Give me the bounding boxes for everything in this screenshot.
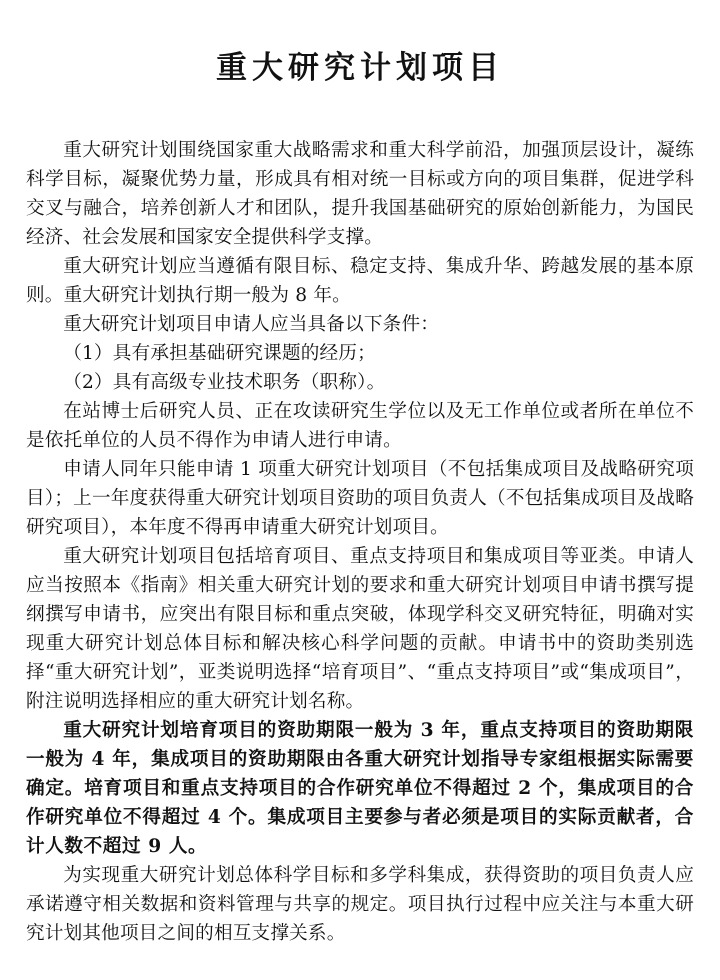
page-title: 重大研究计划项目 bbox=[216, 50, 504, 86]
paragraph-data-sharing: 为实现重大研究计划总体科学目标和多学科集成，获得资助的项目负责人应承诺遵守相关数据和资料管理与共享的规定。项目执行过程中应关注与本重大研究计划其他项目之间的相互支撑关系。 bbox=[26, 865, 694, 944]
paragraph-applicant-conditions: 重大研究计划项目申请人应当具备以下条件： bbox=[63, 314, 440, 335]
paragraph-funding-period: 重大研究计划培育项目的资助期限一般为 3 年，重点支持项目的资助期限一般为 4 年，集成项目的资助期限由各重大研究计划指导专家组根据实际需要确定。培育项目和重点支持项目的合作研究单位不得超过 2 个，集成项目的合作研究单位不得超过 4 个。集成项目主要参与者必须是项目的实际贡献者，合计人数不超过 9 人。 bbox=[26, 720, 694, 857]
paragraph-application-limit: 申请人同年只能申请 1 项重大研究计划项目（不包括集成项目及战略研究项目）；上一年度获得重大研究计划项目资助的项目负责人（不包括集成项目及战略研究项目），本年度不得再申请重大研究计划项目。 bbox=[26, 459, 694, 538]
paragraph-ineligible: 在站博士后研究人员、正在攻读研究生学位以及无工作单位或者所在单位不是依托单位的人员不得作为申请人进行申请。 bbox=[26, 401, 694, 451]
paragraph-overview: 重大研究计划围绕国家重大战略需求和重大科学前沿，加强顶层设计，凝练科学目标，凝聚优势力量，形成具有相对统一目标或方向的项目集群，促进学科交叉与融合，培养创新人才和团队，提升我国基础研究的原始创新能力，为国民经济、社会发展和国家安全提供科学支撑。 bbox=[26, 140, 694, 248]
document-body bbox=[26, 136, 694, 948]
condition-item-1: （1）具有承担基础研究课题的经历； bbox=[63, 343, 376, 364]
paragraph-subcategories: 重大研究计划项目包括培育项目、重点支持项目和集成项目等亚类。申请人应当按照本《指南》相关重大研究计划的要求和重大研究计划项目申请书撰写提纲撰写申请书，应突出有限目标和重点突破，体现学科交叉研究特征，明确对实现重大研究计划总体目标和解决核心科学问题的贡献。申请书中的资助类别选择“重大研究计划”，亚类说明选择“培育项目”、“重点支持项目”或“集成项目”，附注说明选择相应的重大研究计划名称。 bbox=[26, 546, 694, 712]
condition-item-2: （2）具有高级专业技术职务（职称）。 bbox=[63, 372, 386, 393]
paragraph-principles: 重大研究计划应当遵循有限目标、稳定支持、集成升华、跨越发展的基本原则。重大研究计划执行期一般为 8 年。 bbox=[26, 256, 694, 306]
